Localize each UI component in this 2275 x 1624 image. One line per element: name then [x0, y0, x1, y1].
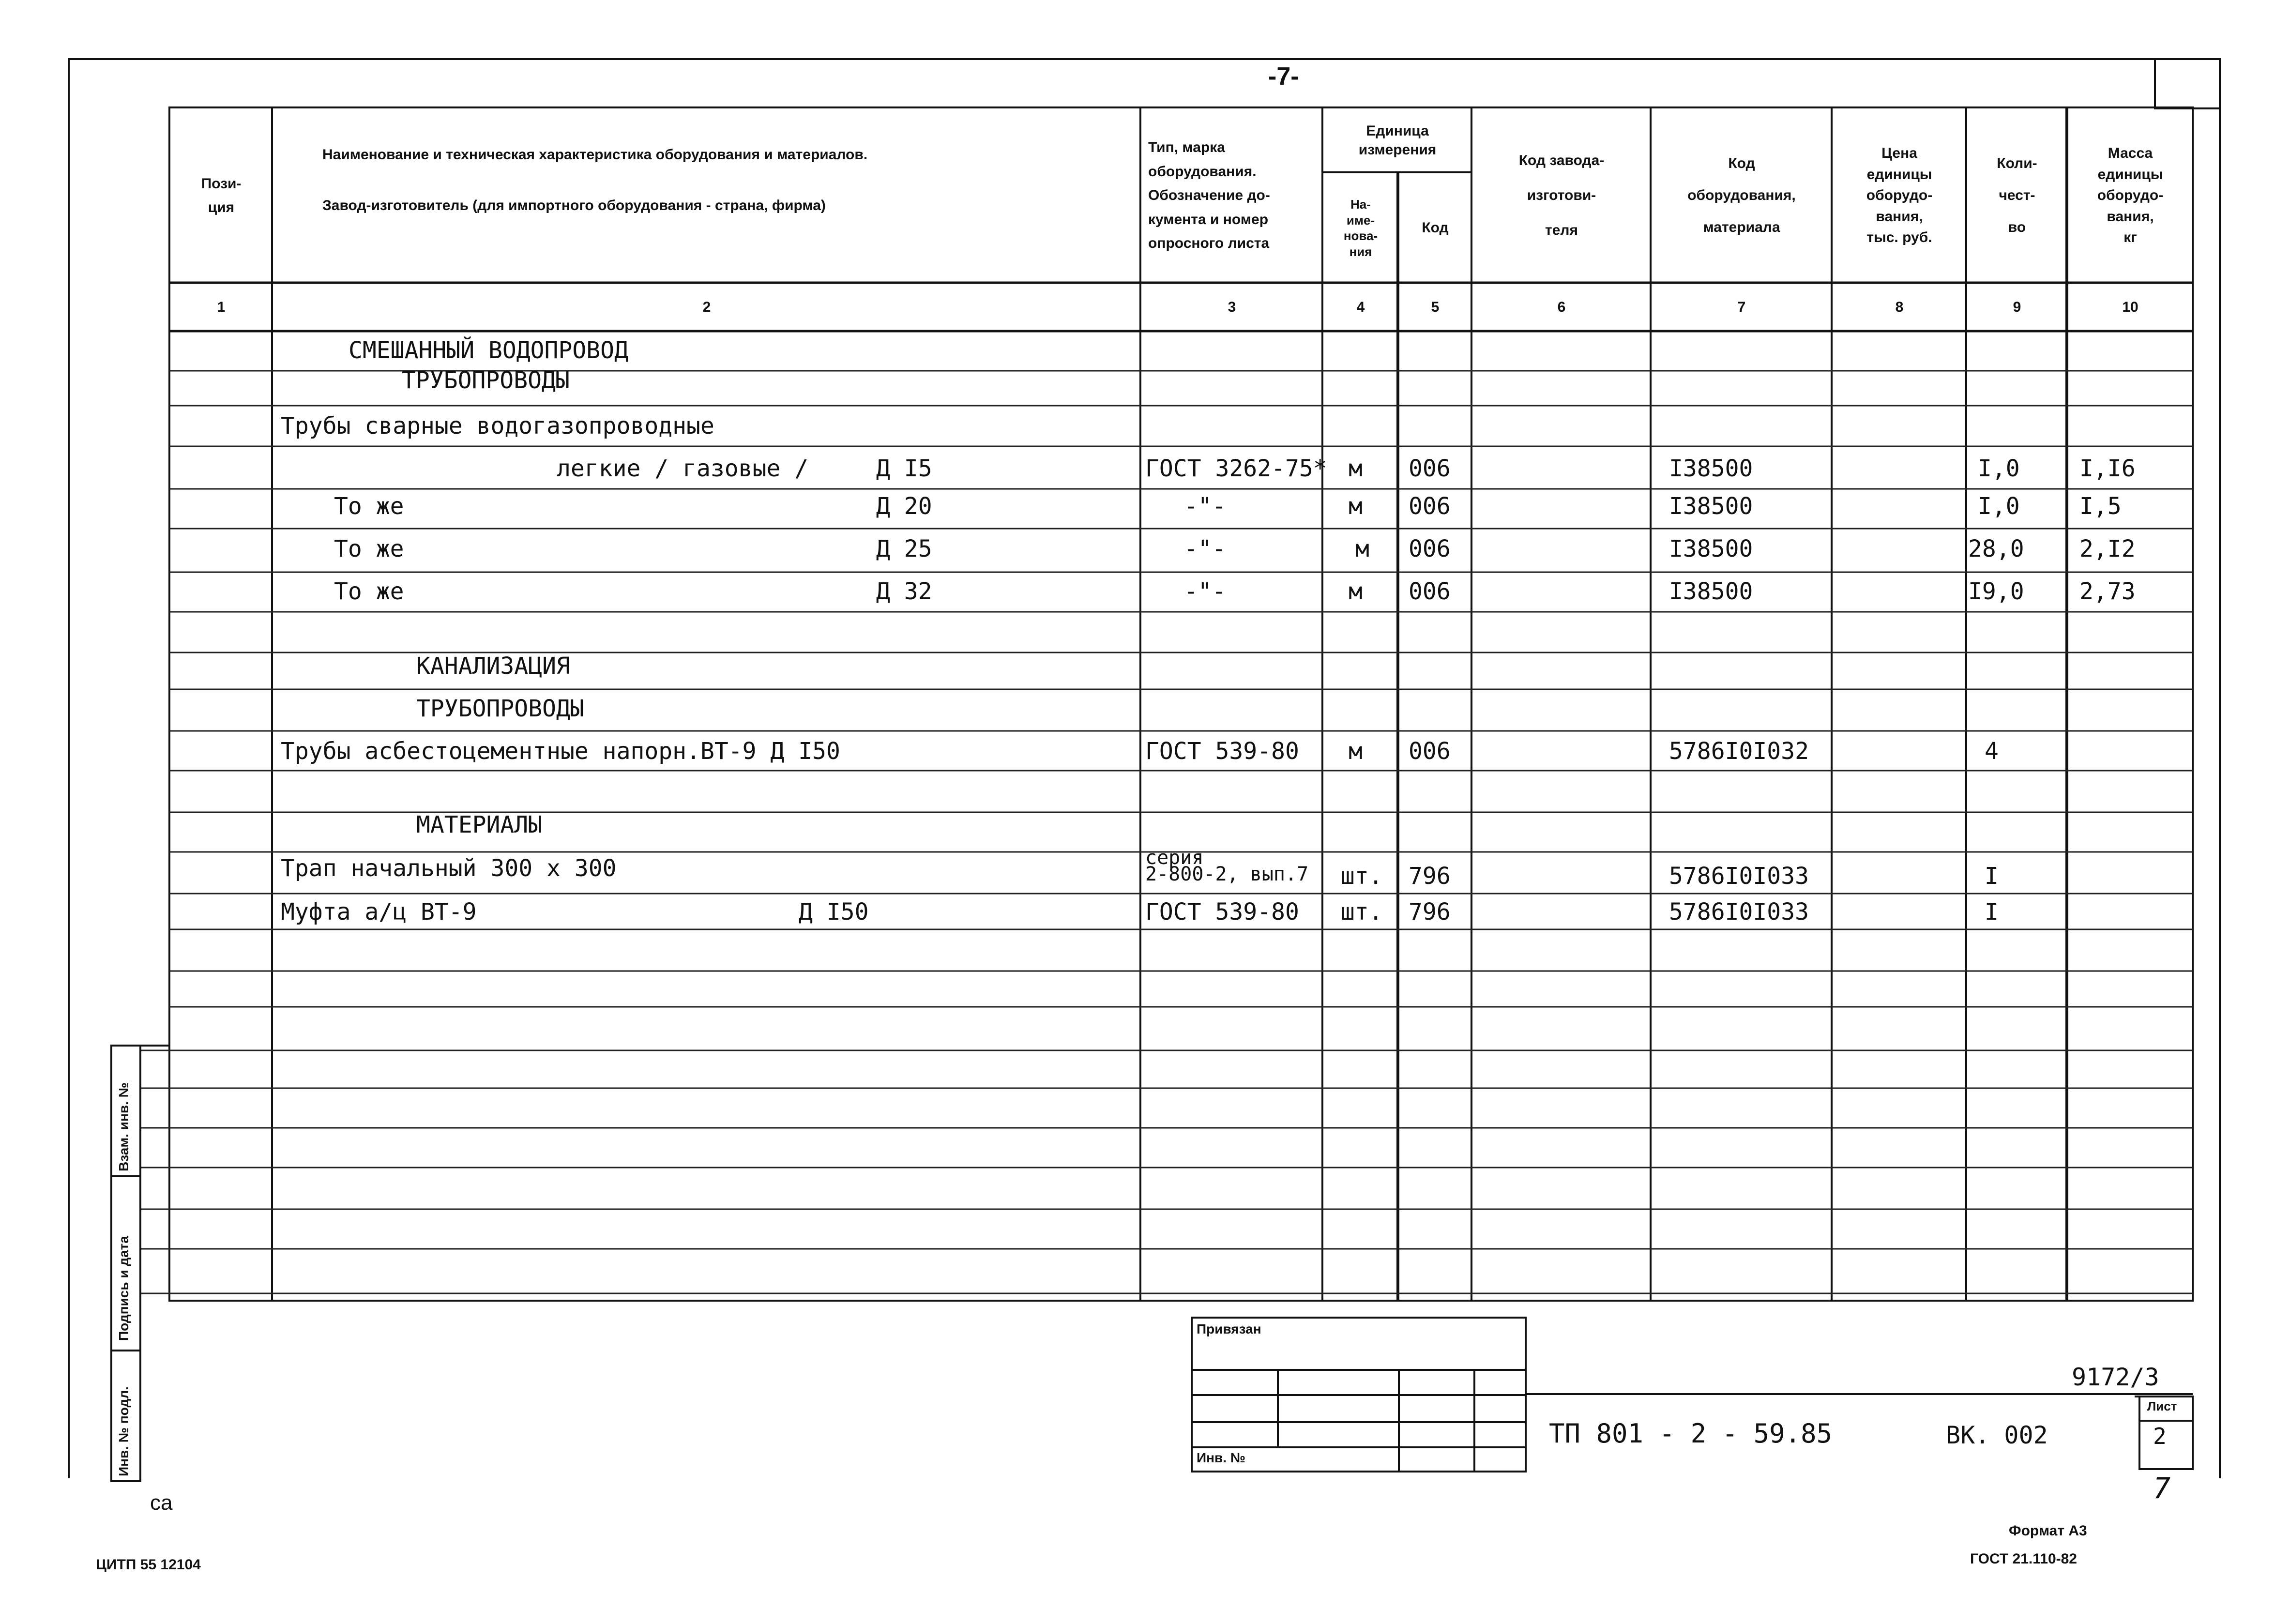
side-label-inv: Инв. № подл.	[116, 1386, 131, 1476]
row-item-name: То же	[334, 493, 404, 520]
row-item-unit-code: 796	[1409, 863, 1451, 890]
footer-format: Формат А3	[2009, 1523, 2087, 1539]
row-item-unit: м	[1349, 493, 1363, 520]
row-item-mass: 2,73	[2079, 578, 2136, 605]
row-item-name: Трап начальный 300 х 300	[281, 855, 617, 882]
header-quantity: Коли- чест- во	[1997, 155, 2037, 235]
row-item-unit: м	[1349, 738, 1363, 765]
col-number-3: 3	[1228, 299, 1236, 315]
row-item-type: -"-	[1184, 578, 1226, 605]
col-number-9: 9	[2013, 299, 2021, 315]
row-item-unit: м	[1355, 535, 1369, 562]
footer-left-mark: ca	[150, 1491, 173, 1515]
col-number-1: 1	[217, 299, 226, 315]
header-name-line2: Завод-изготовитель (для импортного оборудования - страна, фирма)	[322, 197, 826, 214]
sheet-label: Лист	[2147, 1399, 2177, 1413]
sheet-code: ВК. 002	[1946, 1421, 2048, 1449]
row-item-type-line1: серия	[1145, 847, 1204, 869]
row-item-quantity: I,0	[1978, 455, 2020, 482]
row-item-quantity: 28,0	[1968, 535, 2024, 562]
row-item-quantity: I	[1985, 898, 1999, 926]
row-item-diameter: Д 32	[876, 578, 932, 605]
row-item-diameter: Д 25	[876, 535, 932, 562]
row-item-type: ГОСТ 539-80	[1145, 738, 1299, 765]
stamp-privyazan: Привязан	[1197, 1321, 1261, 1336]
row-item-name: То же	[334, 535, 404, 562]
header-plant-code: Код завода- изготови- теля	[1518, 152, 1605, 238]
header-unit-code: Код	[1422, 220, 1449, 236]
row-item-material-code: 5786I0I033	[1669, 898, 1809, 926]
row-item-unit: шт.	[1341, 898, 1383, 926]
header-mass: Масса единицы оборудо- вания, кг	[2097, 145, 2164, 246]
row-item-quantity: I,0	[1978, 493, 2020, 520]
footer-left-code: ЦИТП 55 12104	[96, 1557, 201, 1573]
row-section-title: КАНАЛИЗАЦИЯ	[416, 653, 570, 680]
row-item-mass: 2,I2	[2079, 535, 2136, 562]
page-number: -7-	[1268, 62, 1299, 91]
row-section-title: МАТЕРИАЛЫ	[416, 811, 543, 838]
header-unit-group: Единица измерения	[1358, 123, 1437, 158]
header-unit-name: На- име- нова- ния	[1343, 197, 1378, 259]
row-item-type: ГОСТ 539-80	[1145, 898, 1299, 926]
row-item-type: -"-	[1184, 493, 1226, 520]
row-item-unit-code: 006	[1409, 455, 1451, 482]
row-item-quantity: 4	[1985, 738, 1999, 765]
row-item-unit: м	[1349, 455, 1363, 482]
sheet-number: 2	[2153, 1423, 2167, 1449]
row-item-mass: I,5	[2079, 493, 2122, 520]
row-item-type-line2: 2-800-2, вып.7	[1145, 863, 1309, 885]
col-number-6: 6	[1557, 299, 1566, 315]
row-item-unit-code: 796	[1409, 898, 1451, 926]
row-item-material-code: I38500	[1669, 578, 1753, 605]
header-name-line1: Наименование и техническая характеристика оборудования и материалов.	[322, 147, 868, 163]
row-item-type: ГОСТ 3262-75*	[1145, 455, 1327, 482]
row-item-name: Муфта а/ц ВТ-9	[281, 898, 477, 926]
document-code: ТП 801 - 2 - 59.85	[1549, 1418, 1833, 1449]
stamp-inv-no: Инв. №	[1197, 1450, 1246, 1465]
side-label-vzam: Взам. инв. №	[116, 1082, 131, 1171]
row-item-name: То же	[334, 578, 404, 605]
row-item-material-code: I38500	[1669, 493, 1753, 520]
row-section-title: СМЕШАННЫЙ ВОДОПРОВОД	[349, 337, 628, 364]
row-subsection-title: ТРУБОПРОВОДЫ	[402, 367, 570, 394]
row-item-name: Трубы сварные водогазопроводные	[281, 412, 714, 440]
row-item-material-code: 5786I0I032	[1669, 738, 1809, 765]
row-item-unit-code: 006	[1409, 535, 1451, 562]
stamp-number: 9172/3	[2072, 1363, 2159, 1391]
row-item-unit-code: 006	[1409, 493, 1451, 520]
footer-gost: ГОСТ 21.110-82	[1970, 1551, 2077, 1567]
row-item-unit-code: 006	[1409, 738, 1451, 765]
row-item-material-code: 5786I0I033	[1669, 863, 1809, 890]
row-subsection-title: ТРУБОПРОВОДЫ	[416, 695, 584, 722]
header-type: Тип, марка оборудования. Обозначение до- кумента и номер опросного листа	[1148, 139, 1270, 252]
row-item-name: Трубы асбестоцементные напорн.ВТ-9 Д I50	[281, 738, 840, 765]
header-position: Пози- ция	[201, 175, 242, 215]
side-label-podpis: Подпись и дата	[116, 1236, 131, 1341]
col-number-10: 10	[2122, 299, 2138, 315]
header-equipment-code: Код оборудования, материала	[1687, 155, 1796, 235]
col-number-2: 2	[702, 299, 711, 315]
col-number-5: 5	[1431, 299, 1440, 315]
row-item-quantity: I9,0	[1968, 578, 2024, 605]
col-number-4: 4	[1356, 299, 1365, 315]
col-number-8: 8	[1895, 299, 1904, 315]
row-item-unit: м	[1349, 578, 1363, 605]
col-number-7: 7	[1737, 299, 1746, 315]
handwritten-mark: 7	[2153, 1472, 2171, 1505]
row-item-name: легкие / газовые /	[557, 455, 809, 482]
row-item-quantity: I	[1985, 863, 1999, 890]
row-item-unit-code: 006	[1409, 578, 1451, 605]
row-item-mass: I,I6	[2079, 455, 2136, 482]
row-item-diameter: Д I5	[876, 455, 932, 482]
row-item-diameter: Д 20	[876, 493, 932, 520]
row-item-unit: шт.	[1341, 863, 1383, 890]
row-item-material-code: I38500	[1669, 455, 1753, 482]
row-item-material-code: I38500	[1669, 535, 1753, 562]
header-price: Цена единицы оборудо- вания, тыс. руб.	[1866, 145, 1933, 246]
row-item-type: -"-	[1184, 535, 1226, 562]
row-item-diameter: Д I50	[799, 898, 869, 926]
